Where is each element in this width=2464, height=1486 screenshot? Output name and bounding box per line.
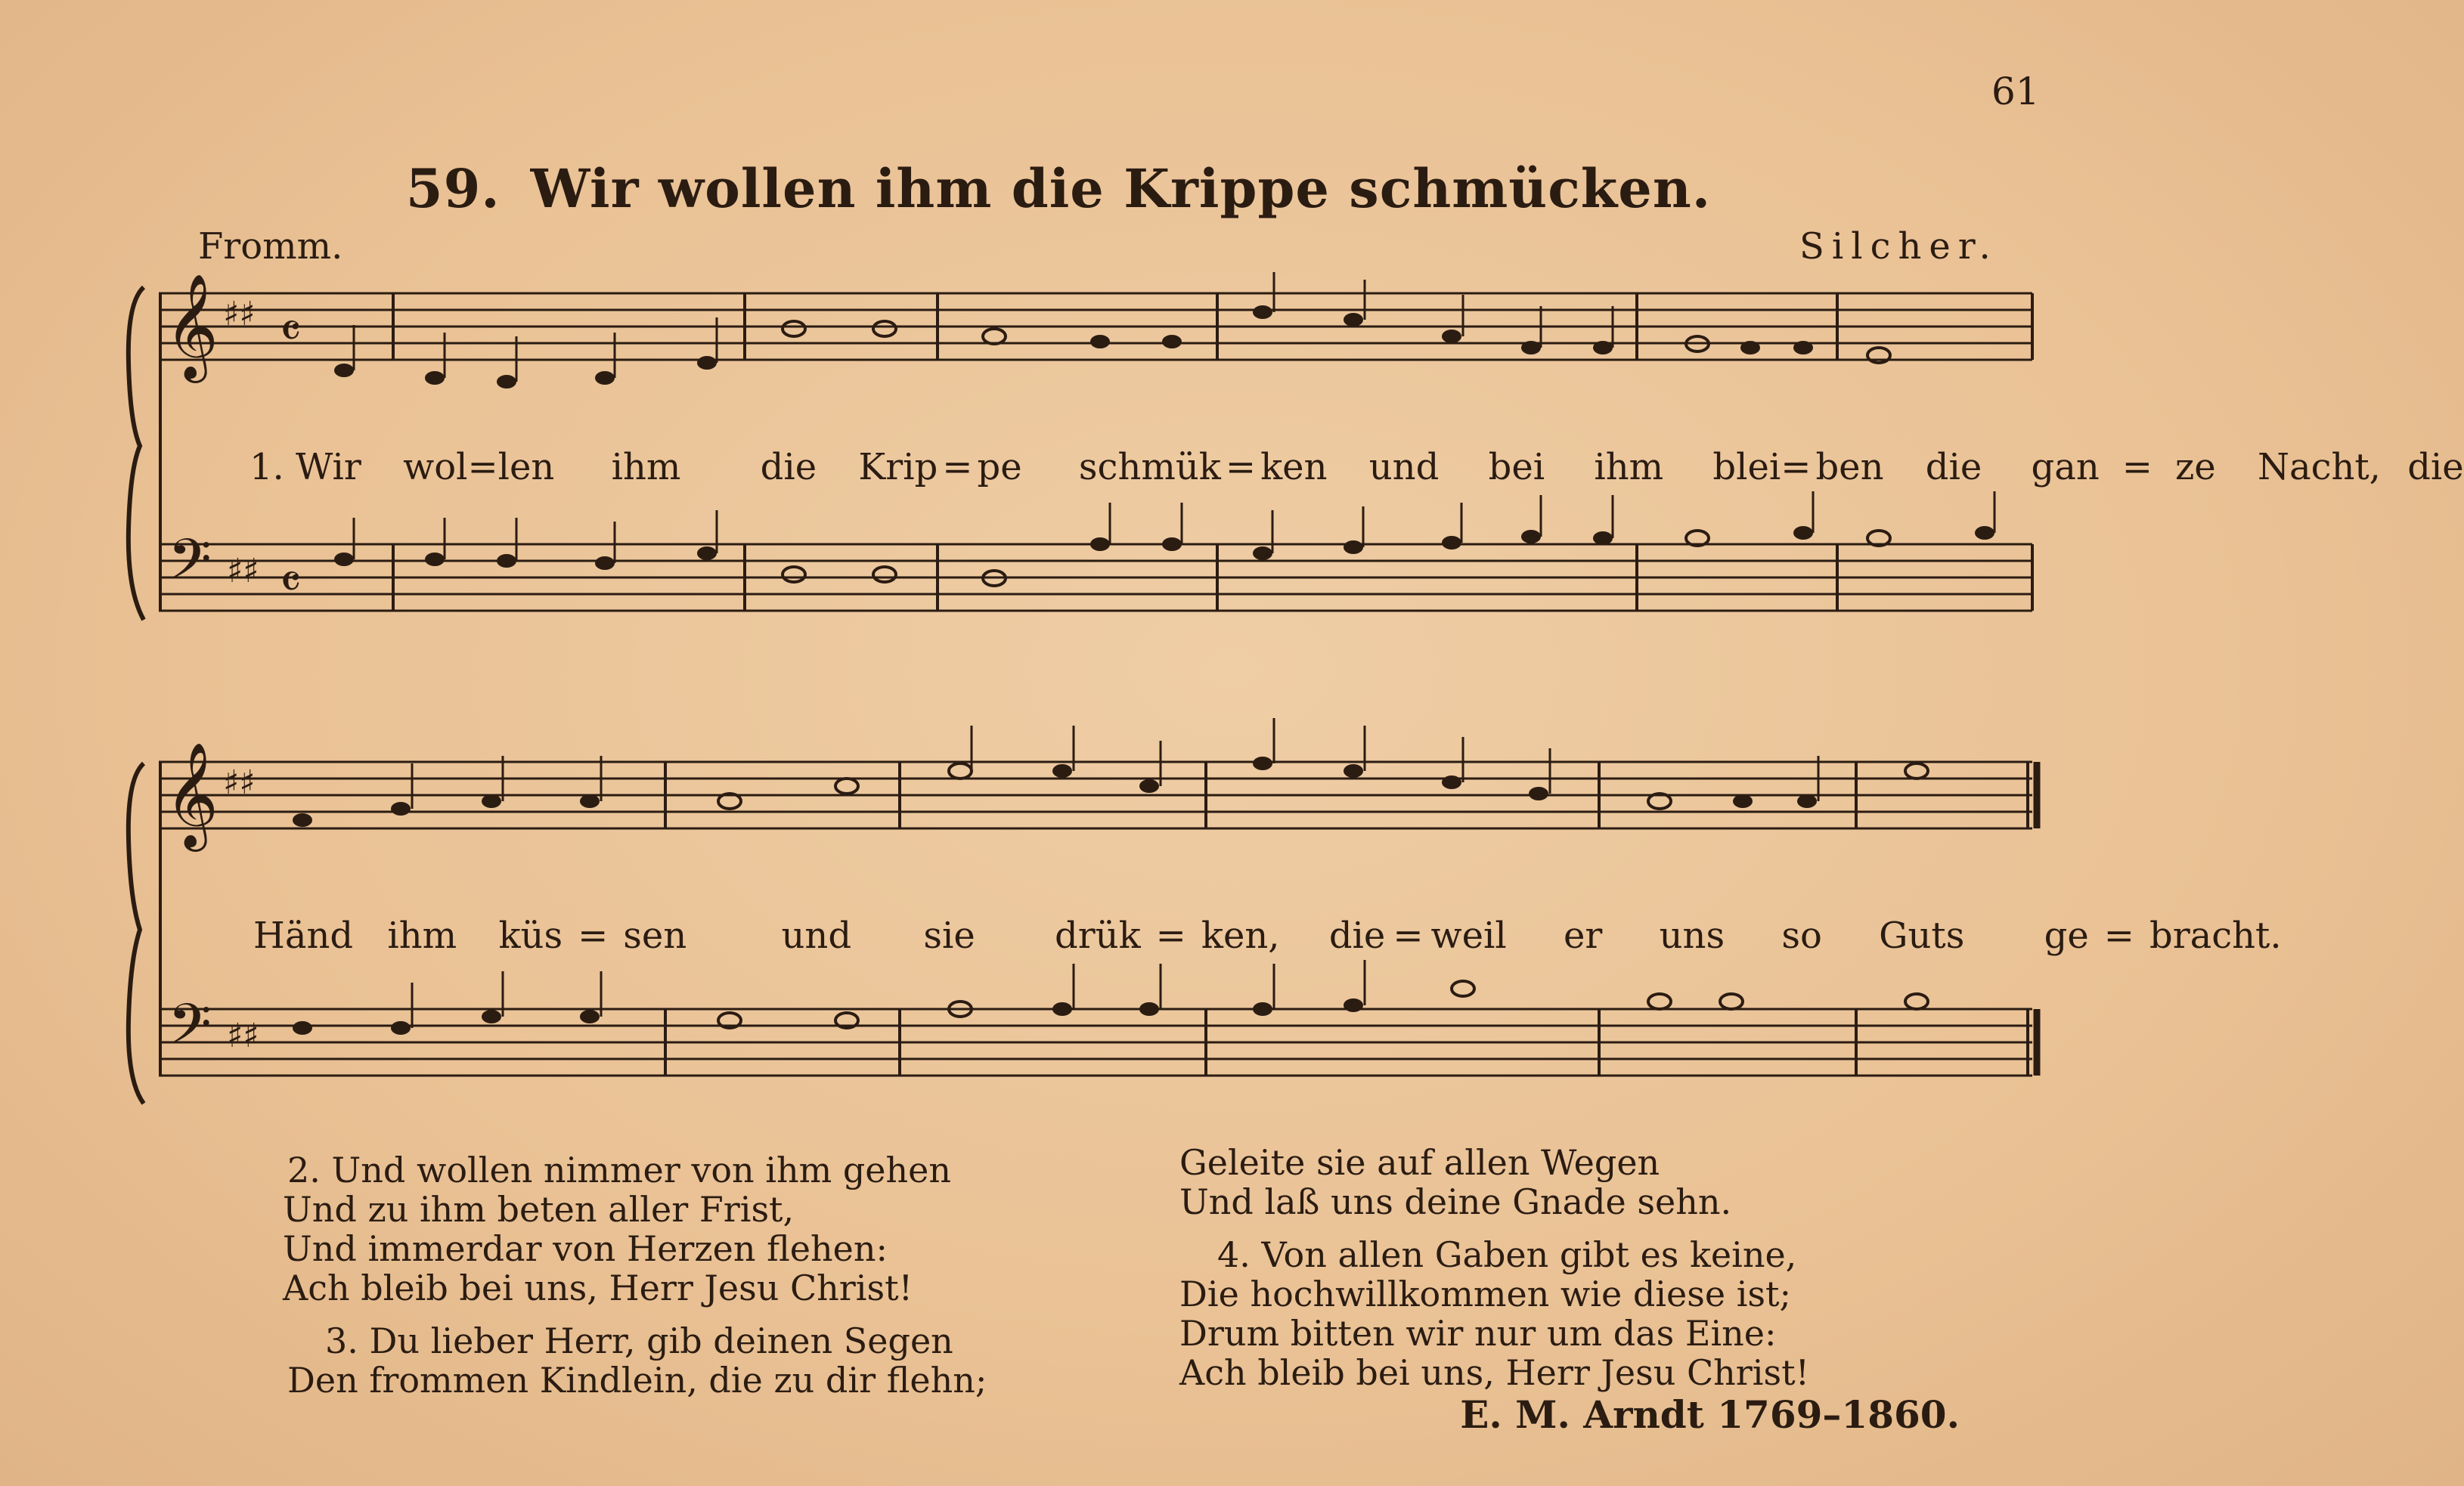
lyric-word: =	[1225, 446, 1257, 488]
key-signature-bass: ♯♯	[227, 552, 259, 590]
lyric-word: =	[2122, 446, 2153, 488]
lyric-word: sie	[923, 915, 975, 957]
composer: Silcher.	[1799, 225, 1998, 268]
lyrics-line-2	[253, 915, 2282, 957]
lyric-word: =	[578, 915, 609, 957]
lyric-word: weil	[1430, 915, 1507, 957]
verse-line: Und zu ihm beten aller Frist,	[283, 1189, 795, 1230]
lyric-word: Händ	[253, 915, 354, 957]
lyric-word: die	[1925, 446, 1982, 488]
lyric-word: 1. Wir	[249, 446, 361, 488]
lyric-word: blei=	[1712, 446, 1812, 488]
song-number: 59.	[405, 157, 501, 220]
treble-clef-2: 𝄞	[165, 742, 219, 847]
page-number: 61	[1991, 70, 2040, 113]
system-brace-2	[129, 763, 144, 1104]
lyricist-attribution: E. M. Arndt 1769–1860.	[1460, 1392, 1960, 1437]
key-signature-2: ♯♯	[223, 763, 256, 802]
lyric-word: ken,	[1201, 915, 1280, 957]
lyric-word: er	[1564, 915, 1603, 957]
lyric-word: uns	[1659, 915, 1725, 957]
verse-line: Drum bitten wir nur um das Eine:	[1179, 1313, 1777, 1354]
treble-clef: 𝄞	[165, 274, 219, 379]
lyric-word: ze	[2175, 446, 2216, 488]
verse-line: Ach bleib bei uns, Herr Jesu Christ!	[283, 1268, 913, 1308]
stems-bass-2	[412, 960, 1365, 1028]
tempo-marking: Fromm.	[198, 225, 343, 268]
lyric-word: len	[497, 446, 555, 488]
stems-bass-1	[354, 491, 1994, 563]
verse-line: Die hochwillkommen wie diese ist;	[1179, 1274, 1791, 1314]
lyric-word: und	[781, 915, 852, 957]
verse-line: Und laß uns deine Gnade sehn.	[1179, 1181, 1732, 1222]
lyric-word: Guts	[1879, 915, 1965, 957]
lyric-word: bracht.	[2149, 915, 2282, 957]
time-signature-bass: 𝄴	[280, 555, 302, 611]
bass-staff-2	[159, 1009, 2032, 1076]
verse-line: 3. Du lieber Herr, gib deinen Segen	[325, 1320, 953, 1361]
bass-clef: 𝄢	[168, 527, 212, 606]
lyric-word: sen	[623, 915, 687, 957]
treble-staff-2	[159, 762, 2032, 828]
verse-line: Und immerdar von Herzen flehen:	[283, 1228, 888, 1269]
lyric-word: =	[2103, 915, 2134, 957]
lyric-word: ge	[2044, 915, 2089, 957]
system-brace	[129, 287, 144, 620]
verse-line: 2. Und wollen nimmer von ihm gehen	[287, 1150, 951, 1190]
lyric-word: ken	[1260, 446, 1328, 488]
verse-3-continued	[1179, 1143, 1809, 1221]
key-signature-bass-2: ♯♯	[227, 1017, 259, 1055]
lyric-word: küs	[498, 915, 563, 957]
lyric-word: =	[1155, 915, 1186, 957]
verse-4	[1179, 1235, 1809, 1392]
key-signature: ♯♯	[223, 295, 256, 333]
lyric-word: die	[2407, 446, 2464, 488]
time-signature: 𝄴	[280, 304, 302, 360]
verses-left-column	[283, 1150, 987, 1401]
bass-clef-2: 𝄢	[168, 992, 212, 1071]
verse-line: Ach bleib bei uns, Herr Jesu Christ!	[1179, 1352, 1810, 1393]
lyric-word: drük	[1055, 915, 1141, 957]
lyric-word: schmük	[1078, 446, 1221, 488]
song-title	[0, 157, 2117, 220]
lyric-word: ihm	[387, 915, 457, 957]
lyric-word: die	[1328, 915, 1386, 957]
lyric-word: Nacht,	[2257, 446, 2381, 488]
lyric-word: so	[1781, 915, 1822, 957]
verse-3	[287, 1321, 987, 1400]
verse-line: Geleite sie auf allen Wegen	[1179, 1142, 1660, 1183]
verses-right-column	[1179, 1143, 1809, 1392]
lyric-word: =	[1393, 915, 1424, 957]
lyric-word: ben	[1815, 446, 1884, 488]
notes-treble-1	[334, 305, 1890, 389]
verse-line: Den frommen Kindlein, die zu dir flehn;	[287, 1360, 987, 1401]
lyric-word: bei	[1488, 446, 1545, 488]
lyric-word: ihm	[1594, 446, 1664, 488]
lyric-word: gan	[2031, 446, 2100, 488]
verse-line: 4. Von allen Gaben gibt es keine,	[1217, 1234, 1797, 1275]
lyric-word: =	[942, 446, 973, 488]
lyric-word: pe	[977, 446, 1022, 488]
song-title-text: Wir wollen ihm die Krippe schmücken.	[530, 157, 1712, 220]
lyric-word: und	[1368, 446, 1440, 488]
lyric-word: wol=	[403, 446, 498, 488]
lyrics-line-1	[249, 446, 2464, 488]
lyric-word: ihm	[611, 446, 681, 488]
verse-2	[283, 1150, 987, 1308]
notes-treble-2	[293, 757, 1928, 827]
lyric-word: die	[760, 446, 817, 488]
lyric-word: Krip	[858, 446, 938, 488]
